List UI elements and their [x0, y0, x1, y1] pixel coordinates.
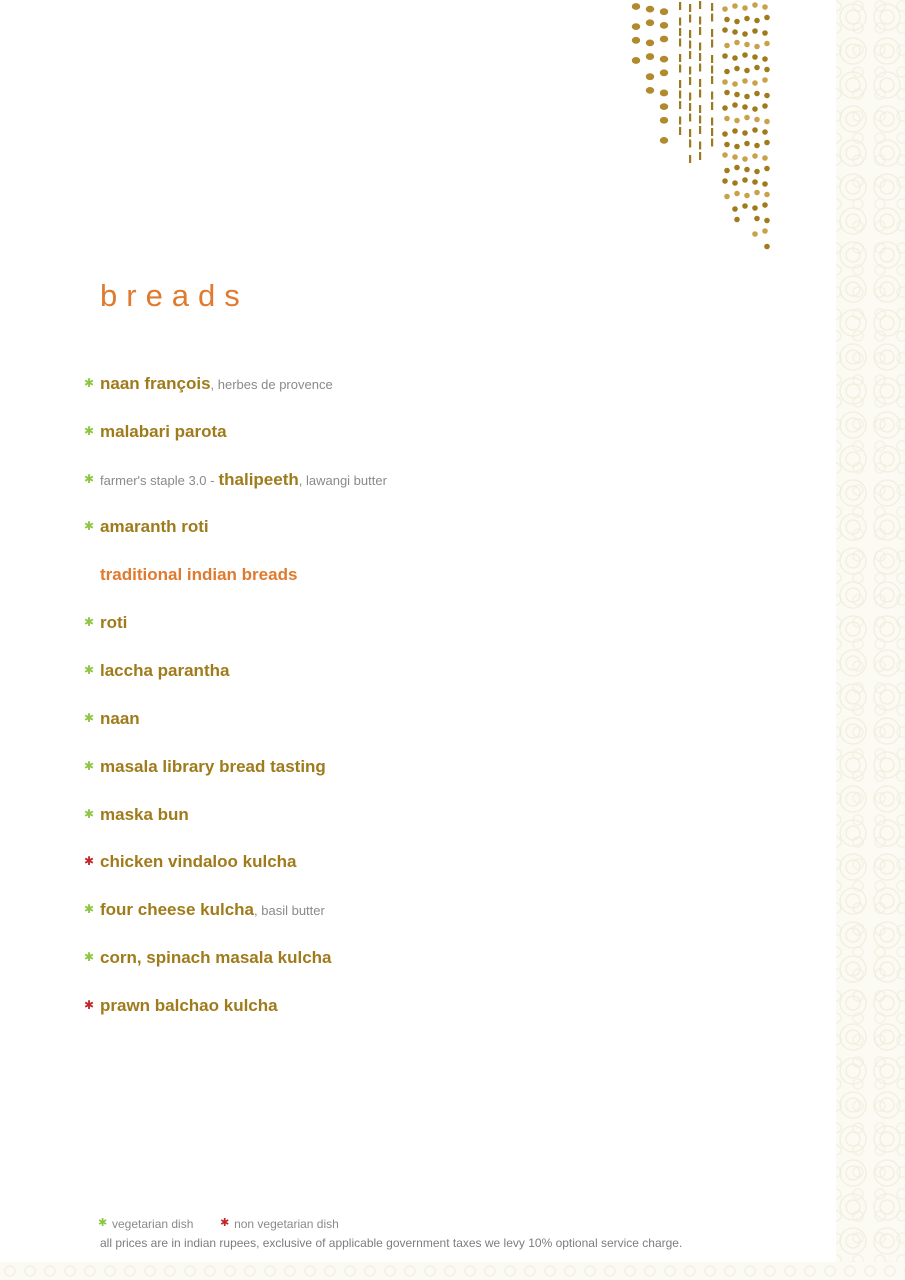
motif-dot — [732, 206, 738, 212]
dish-name: malabari parota — [100, 422, 227, 441]
motif-dot — [722, 27, 728, 33]
motif-dot — [762, 228, 768, 234]
motif-tick — [699, 105, 701, 113]
motif-blob — [660, 69, 668, 76]
motif-dot — [724, 17, 730, 23]
motif-blob — [660, 137, 668, 144]
vegetarian-asterisk-icon: ✱ — [84, 472, 95, 486]
motif-dot — [732, 128, 738, 134]
motif-dot — [762, 30, 768, 36]
motif-blob — [646, 6, 654, 13]
motif-dot — [752, 54, 758, 60]
motif-tick — [679, 101, 681, 109]
decorative-swirl-border — [836, 0, 905, 1280]
motif-blob — [660, 22, 668, 29]
menu-item-amaranth-roti — [84, 517, 209, 541]
motif-dot — [732, 102, 738, 108]
motif-dot — [722, 79, 728, 85]
motif-dot — [742, 156, 748, 162]
motif-dot — [722, 105, 728, 111]
dish-description: , basil butter — [254, 903, 325, 918]
dish-description: , herbes de provence — [210, 377, 333, 392]
vegetarian-asterisk-icon: ✱ — [84, 663, 95, 677]
motif-dot — [722, 53, 728, 59]
motif-dot — [732, 3, 738, 9]
motif-tick — [689, 103, 691, 111]
page-title: breads — [100, 278, 249, 313]
vegetarian-asterisk-icon: ✱ — [84, 902, 95, 916]
motif-dot — [742, 78, 748, 84]
motif-tick — [711, 29, 713, 37]
motif-dot — [744, 42, 750, 48]
dish-name: four cheese kulcha — [100, 900, 255, 919]
motif-dot — [764, 166, 770, 172]
motif-dot — [762, 77, 768, 83]
motif-tick — [711, 76, 713, 84]
motif-blob — [660, 117, 668, 124]
non-vegetarian-asterisk-icon: ✱ — [84, 854, 95, 868]
dish-prefix: farmer's staple 3.0 - — [100, 473, 215, 488]
motif-tick — [711, 55, 713, 63]
vegetarian-asterisk-icon: ✱ — [84, 950, 95, 964]
motif-dot — [744, 167, 750, 173]
motif-dot — [732, 29, 738, 35]
motif-tick — [699, 64, 701, 72]
motif-tick — [699, 90, 701, 98]
menu-item-chicken-vindaloo-kulcha — [84, 852, 297, 876]
motif-dot — [734, 191, 740, 197]
motif-dot — [764, 93, 770, 99]
motif-blob — [660, 8, 668, 15]
motif-tick — [699, 152, 701, 160]
motif-tick — [699, 53, 701, 61]
motif-dot — [752, 179, 758, 185]
legend-veg-label: vegetarian dish — [112, 1217, 194, 1231]
motif-dot — [762, 202, 768, 208]
non-vegetarian-asterisk-icon: ✱ — [84, 998, 95, 1012]
motif-dot — [724, 116, 730, 122]
motif-dot — [742, 203, 748, 209]
motif-dot — [754, 18, 760, 24]
motif-dot — [762, 56, 768, 62]
motif-dot — [734, 19, 740, 25]
menu-item-roti — [84, 613, 127, 637]
decorative-bottom-border — [0, 1262, 905, 1280]
motif-dot — [744, 115, 750, 121]
motif-dot — [732, 180, 738, 186]
motif-blob — [632, 57, 640, 64]
motif-dot — [752, 28, 758, 34]
dish-name: corn, spinach masala kulcha — [100, 948, 332, 967]
motif-dot — [754, 190, 760, 196]
motif-dot — [722, 152, 728, 158]
motif-dot — [732, 154, 738, 160]
motif-tick — [711, 139, 713, 147]
motif-tick — [689, 67, 691, 75]
motif-dot — [734, 217, 740, 223]
motif-dot — [742, 5, 748, 11]
motif-dot — [754, 65, 760, 71]
motif-dot — [764, 192, 770, 198]
motif-tick — [711, 3, 713, 11]
motif-dot — [752, 231, 758, 237]
dish-name: masala library bread tasting — [100, 757, 326, 776]
motif-tick — [711, 14, 713, 22]
motif-tick — [679, 54, 681, 62]
motif-dot — [734, 66, 740, 72]
dish-name: laccha parantha — [100, 661, 230, 680]
motif-dot — [742, 31, 748, 37]
dish-name: amaranth roti — [100, 517, 209, 536]
dish-name: thalipeeth — [218, 470, 299, 489]
motif-blob — [632, 37, 640, 44]
motif-dot — [722, 6, 728, 12]
motif-tick — [711, 128, 713, 136]
motif-dot — [744, 141, 750, 147]
motif-dot — [752, 127, 758, 133]
motif-dot — [754, 216, 760, 222]
vegetarian-asterisk-icon: ✱ — [98, 1217, 108, 1229]
menu-item-thalipeeth — [84, 470, 387, 494]
vegetarian-asterisk-icon: ✱ — [84, 807, 95, 821]
motif-tick — [699, 126, 701, 134]
motif-blob — [646, 40, 654, 47]
motif-dot — [762, 4, 768, 10]
motif-tick — [679, 28, 681, 36]
motif-tick — [689, 15, 691, 23]
motif-dot — [724, 90, 730, 96]
menu-item-laccha-parantha — [84, 661, 229, 685]
motif-dot — [752, 80, 758, 86]
motif-tick — [699, 79, 701, 87]
motif-blob — [646, 87, 654, 94]
motif-tick — [699, 43, 701, 51]
motif-blob — [660, 56, 668, 63]
motif-dot — [752, 205, 758, 211]
menu-item-naan-francois — [84, 374, 333, 398]
motif-dot — [762, 103, 768, 109]
motif-blob — [660, 90, 668, 97]
motif-dot — [754, 143, 760, 149]
menu-item-malabari-parota — [84, 422, 227, 446]
motif-tick — [711, 40, 713, 48]
dish-name: chicken vindaloo kulcha — [100, 852, 297, 871]
motif-dot — [724, 194, 730, 200]
dish-legend — [98, 1217, 339, 1231]
motif-dot — [734, 144, 740, 150]
vegetarian-asterisk-icon: ✱ — [84, 615, 95, 629]
menu-item-bread-tasting — [84, 757, 326, 781]
motif-tick — [699, 116, 701, 124]
motif-blob — [646, 73, 654, 80]
motif-dot — [724, 168, 730, 174]
motif-tick — [699, 17, 701, 25]
vegetarian-asterisk-icon: ✱ — [84, 711, 95, 725]
motif-tick — [689, 114, 691, 122]
menu-item-four-cheese-kulcha — [84, 900, 325, 924]
motif-dot — [732, 55, 738, 61]
motif-dot — [752, 2, 758, 8]
vegetarian-asterisk-icon: ✱ — [84, 376, 95, 390]
price-footnote: all prices are in indian rupees, exclusive of applicable government taxes we levy 10% optional service charge. — [100, 1236, 683, 1250]
motif-dot — [742, 52, 748, 58]
motif-dot — [724, 142, 730, 148]
motif-dot — [744, 193, 750, 199]
motif-blob — [660, 103, 668, 110]
motif-tick — [711, 92, 713, 100]
motif-dot — [744, 94, 750, 100]
motif-dot — [754, 169, 760, 175]
motif-dot — [724, 69, 730, 75]
section-heading — [100, 565, 297, 589]
legend-nonveg-label: non vegetarian dish — [234, 1217, 339, 1231]
section-title: traditional indian breads — [100, 565, 298, 584]
motif-dot — [764, 218, 770, 224]
motif-tick — [679, 91, 681, 99]
motif-tick — [689, 93, 691, 101]
dish-name: naan françois — [100, 374, 211, 393]
motif-dot — [764, 244, 770, 250]
motif-dot — [722, 131, 728, 137]
motif-dot — [742, 104, 748, 110]
motif-tick — [689, 129, 691, 137]
motif-dot — [742, 177, 748, 183]
motif-dot — [722, 178, 728, 184]
motif-dot — [734, 165, 740, 171]
motif-tick — [711, 118, 713, 126]
motif-tick — [679, 117, 681, 125]
motif-tick — [689, 51, 691, 59]
motif-dot — [744, 16, 750, 22]
motif-dot — [754, 117, 760, 123]
motif-tick — [689, 30, 691, 38]
motif-blob — [646, 53, 654, 60]
motif-dot — [734, 40, 740, 46]
motif-tick — [679, 80, 681, 88]
motif-dot — [764, 67, 770, 73]
motif-dot — [752, 106, 758, 112]
menu-item-prawn-balchao-kulcha — [84, 996, 278, 1020]
motif-tick — [711, 102, 713, 110]
motif-dot — [762, 129, 768, 135]
motif-dot — [752, 153, 758, 159]
motif-tick — [679, 18, 681, 26]
dish-name: prawn balchao kulcha — [100, 996, 278, 1015]
motif-dot — [724, 43, 730, 49]
vegetarian-asterisk-icon: ✱ — [84, 519, 95, 533]
motif-tick — [689, 155, 691, 163]
motif-blob — [660, 36, 668, 43]
menu-item-corn-spinach-kulcha — [84, 948, 331, 972]
motif-tick — [679, 65, 681, 73]
motif-dot — [734, 118, 740, 124]
motif-dot — [764, 41, 770, 47]
motif-tick — [679, 39, 681, 47]
menu-item-maska-bun — [84, 805, 189, 829]
motif-dot — [764, 15, 770, 21]
motif-dot — [732, 81, 738, 87]
motif-tick — [699, 142, 701, 150]
decorative-dot-motif — [628, 0, 778, 270]
motif-blob — [646, 19, 654, 26]
motif-tick — [699, 27, 701, 35]
motif-blob — [632, 3, 640, 10]
motif-dot — [754, 44, 760, 50]
motif-tick — [689, 77, 691, 85]
motif-dot — [734, 92, 740, 98]
motif-dot — [762, 155, 768, 161]
motif-tick — [689, 140, 691, 148]
menu-item-naan — [84, 709, 140, 733]
motif-tick — [689, 4, 691, 12]
motif-tick — [679, 127, 681, 135]
motif-tick — [689, 41, 691, 49]
motif-tick — [711, 66, 713, 74]
motif-dot — [764, 140, 770, 146]
dish-name: maska bun — [100, 805, 189, 824]
vegetarian-asterisk-icon: ✱ — [84, 424, 95, 438]
dish-name: naan — [100, 709, 140, 728]
vegetarian-asterisk-icon: ✱ — [84, 759, 95, 773]
motif-tick — [679, 2, 681, 10]
motif-dot — [744, 68, 750, 74]
dish-description: , lawangi butter — [298, 473, 387, 488]
motif-dot — [742, 130, 748, 136]
dish-name: roti — [100, 613, 128, 632]
motif-tick — [699, 1, 701, 9]
non-vegetarian-asterisk-icon: ✱ — [220, 1217, 230, 1229]
motif-dot — [762, 181, 768, 187]
motif-blob — [632, 23, 640, 30]
motif-dot — [754, 91, 760, 97]
motif-dot — [764, 119, 770, 125]
